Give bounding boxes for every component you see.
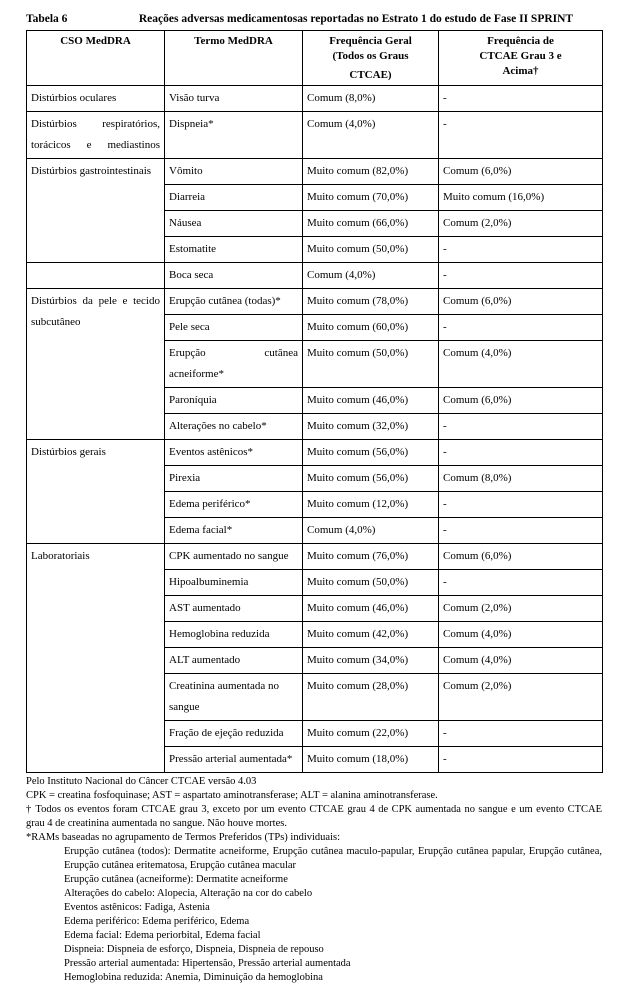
term-cell: Visão turva bbox=[165, 86, 303, 112]
table-row bbox=[27, 544, 603, 570]
soc-cell: Distúrbios gastrointestinais bbox=[27, 159, 165, 263]
footnote-grouping-item: Pressão arterial aumentada: Hipertensão, Pressão arterial aumentada bbox=[64, 958, 351, 969]
adverse-reactions-table bbox=[26, 30, 603, 773]
grade3-frequency-cell: - bbox=[439, 440, 603, 466]
term-cell: Erupção cutânea acneiforme* bbox=[165, 341, 303, 388]
grade3-frequency-cell: - bbox=[439, 721, 603, 747]
grade3-frequency-cell: - bbox=[439, 315, 603, 341]
grade3-frequency-cell: - bbox=[439, 518, 603, 544]
grade3-frequency-cell: Comum (2,0%) bbox=[439, 674, 603, 721]
term-cell: Edema periférico* bbox=[165, 492, 303, 518]
term-cell: AST aumentado bbox=[165, 596, 303, 622]
header-soc: CSO MedDRA bbox=[27, 31, 165, 86]
footnote-grouping-item: Alterações do cabelo: Alopecia, Alteração na cor do cabelo bbox=[64, 888, 313, 899]
table-row bbox=[27, 112, 603, 159]
frequency-cell: Muito comum (34,0%) bbox=[303, 648, 439, 674]
footnote-grouping-item: Erupção cutânea (todos): Dermatite acneiforme, Erupção cutânea maculo-papular, Erupção cutânea papular, Erupção cutânea, Erupção cutânea eritematosa, Erupção cutânea macular bbox=[64, 846, 602, 871]
grade3-frequency-cell: - bbox=[439, 747, 603, 773]
frequency-cell: Muito comum (50,0%) bbox=[303, 341, 439, 388]
soc-cell: Distúrbios respiratórios, torácicos e mediastinos bbox=[27, 112, 165, 159]
document-page bbox=[26, 8, 602, 985]
frequency-cell: Muito comum (46,0%) bbox=[303, 596, 439, 622]
frequency-cell: Muito comum (32,0%) bbox=[303, 414, 439, 440]
frequency-cell: Muito comum (50,0%) bbox=[303, 237, 439, 263]
frequency-cell: Muito comum (60,0%) bbox=[303, 315, 439, 341]
table-row bbox=[27, 86, 603, 112]
term-cell: Boca seca bbox=[165, 263, 303, 289]
table-row bbox=[27, 159, 603, 185]
footnote-dagger: † Todos os eventos foram CTCAE grau 3, exceto por um evento CTCAE grau 4 de CPK aumentada no sangue e um evento CTCAE grau 4 de creatinina aumentada no sangue. Não houve mortes. bbox=[26, 804, 602, 829]
table-footnotes bbox=[26, 775, 602, 985]
frequency-cell: Muito comum (66,0%) bbox=[303, 211, 439, 237]
term-cell: Dispneia* bbox=[165, 112, 303, 159]
term-cell: Hemoglobina reduzida bbox=[165, 622, 303, 648]
grade3-frequency-cell: Comum (4,0%) bbox=[439, 622, 603, 648]
grade3-frequency-cell: - bbox=[439, 86, 603, 112]
grade3-frequency-cell: Muito comum (16,0%) bbox=[439, 185, 603, 211]
frequency-cell: Muito comum (46,0%) bbox=[303, 388, 439, 414]
soc-cell: Laboratoriais bbox=[27, 544, 165, 773]
header-term: Termo MedDRA bbox=[165, 31, 303, 86]
term-cell: Fração de ejeção reduzida bbox=[165, 721, 303, 747]
header-frequency-overall: Frequência Geral (Todos os Graus CTCAE) bbox=[303, 31, 439, 86]
term-cell: CPK aumentado no sangue bbox=[165, 544, 303, 570]
table-body bbox=[27, 86, 603, 773]
frequency-cell: Muito comum (78,0%) bbox=[303, 289, 439, 315]
footnote-groupings bbox=[26, 845, 602, 985]
soc-cell: Distúrbios da pele e tecido subcutâneo bbox=[27, 289, 165, 440]
term-cell: Alterações no cabelo* bbox=[165, 414, 303, 440]
soc-cell bbox=[27, 263, 165, 289]
soc-cell: Distúrbios gerais bbox=[27, 440, 165, 544]
grade3-frequency-cell: Comum (6,0%) bbox=[439, 388, 603, 414]
frequency-cell: Muito comum (76,0%) bbox=[303, 544, 439, 570]
footnote-grouping-item: Edema periférico: Edema periférico, Edema bbox=[64, 916, 250, 927]
grade3-frequency-cell: - bbox=[439, 263, 603, 289]
term-cell: Paroníquia bbox=[165, 388, 303, 414]
frequency-cell: Muito comum (12,0%) bbox=[303, 492, 439, 518]
grade3-frequency-cell: Comum (2,0%) bbox=[439, 211, 603, 237]
table-row bbox=[27, 263, 603, 289]
grade3-frequency-cell: Comum (4,0%) bbox=[439, 341, 603, 388]
footnote-grouping-item: Edema facial: Edema periorbital, Edema facial bbox=[64, 930, 261, 941]
term-cell: Estomatite bbox=[165, 237, 303, 263]
header-frequency-grade3: Frequência de CTCAE Grau 3 e Acima† bbox=[439, 31, 603, 86]
grade3-frequency-cell: Comum (4,0%) bbox=[439, 648, 603, 674]
footnote-star-intro: *RAMs baseadas no agrupamento de Termos Preferidos (TPs) individuais: bbox=[26, 832, 341, 843]
term-cell: Vômito bbox=[165, 159, 303, 185]
term-cell: Hipoalbuminemia bbox=[165, 570, 303, 596]
frequency-cell: Comum (4,0%) bbox=[303, 518, 439, 544]
grade3-frequency-cell: Comum (6,0%) bbox=[439, 289, 603, 315]
table-row bbox=[27, 289, 603, 315]
footnote-source: Pelo Instituto Nacional do Câncer CTCAE versão 4.03 bbox=[26, 776, 257, 787]
term-cell: Diarreia bbox=[165, 185, 303, 211]
term-cell: Edema facial* bbox=[165, 518, 303, 544]
term-cell: Pressão arterial aumentada* bbox=[165, 747, 303, 773]
grade3-frequency-cell: Comum (6,0%) bbox=[439, 159, 603, 185]
term-cell: Náusea bbox=[165, 211, 303, 237]
soc-cell: Distúrbios oculares bbox=[27, 86, 165, 112]
grade3-frequency-cell: - bbox=[439, 570, 603, 596]
grade3-frequency-cell: Comum (2,0%) bbox=[439, 596, 603, 622]
frequency-cell: Muito comum (56,0%) bbox=[303, 466, 439, 492]
footnote-grouping-item: Hemoglobina reduzida: Anemia, Diminuição da hemoglobina bbox=[64, 972, 323, 983]
grade3-frequency-cell: Comum (6,0%) bbox=[439, 544, 603, 570]
grade3-frequency-cell: - bbox=[439, 492, 603, 518]
grade3-frequency-cell: - bbox=[439, 112, 603, 159]
frequency-cell: Muito comum (42,0%) bbox=[303, 622, 439, 648]
table-label: Tabela 6 bbox=[26, 13, 68, 25]
footnote-grouping-item: Erupção cutânea (acneiforme): Dermatite acneiforme bbox=[64, 874, 288, 885]
frequency-cell: Muito comum (50,0%) bbox=[303, 570, 439, 596]
frequency-cell: Muito comum (56,0%) bbox=[303, 440, 439, 466]
frequency-cell: Muito comum (70,0%) bbox=[303, 185, 439, 211]
term-cell: ALT aumentado bbox=[165, 648, 303, 674]
frequency-cell: Comum (8,0%) bbox=[303, 86, 439, 112]
table-header-row bbox=[27, 31, 603, 86]
frequency-cell: Muito comum (22,0%) bbox=[303, 721, 439, 747]
grade3-frequency-cell: - bbox=[439, 237, 603, 263]
frequency-cell: Comum (4,0%) bbox=[303, 112, 439, 159]
term-cell: Eventos astênicos* bbox=[165, 440, 303, 466]
table-caption bbox=[26, 8, 602, 30]
frequency-cell: Comum (4,0%) bbox=[303, 263, 439, 289]
term-cell: Erupção cutânea (todas)* bbox=[165, 289, 303, 315]
term-cell: Pele seca bbox=[165, 315, 303, 341]
footnote-abbreviations: CPK = creatina fosfoquinase; AST = aspartato aminotransferase; ALT = alanina aminotransferase. bbox=[26, 790, 438, 801]
frequency-cell: Muito comum (18,0%) bbox=[303, 747, 439, 773]
grade3-frequency-cell: Comum (8,0%) bbox=[439, 466, 603, 492]
term-cell: Creatinina aumentada no sangue bbox=[165, 674, 303, 721]
footnote-grouping-item: Eventos astênicos: Fadiga, Astenia bbox=[64, 902, 210, 913]
term-cell: Pirexia bbox=[165, 466, 303, 492]
grade3-frequency-cell: - bbox=[439, 414, 603, 440]
table-title: Reações adversas medicamentosas reportadas no Estrato 1 do estudo de Fase II SPRINT bbox=[138, 13, 574, 25]
table-row bbox=[27, 440, 603, 466]
frequency-cell: Muito comum (82,0%) bbox=[303, 159, 439, 185]
footnote-grouping-item: Dispneia: Dispneia de esforço, Dispneia, Dispneia de repouso bbox=[64, 944, 324, 955]
frequency-cell: Muito comum (28,0%) bbox=[303, 674, 439, 721]
